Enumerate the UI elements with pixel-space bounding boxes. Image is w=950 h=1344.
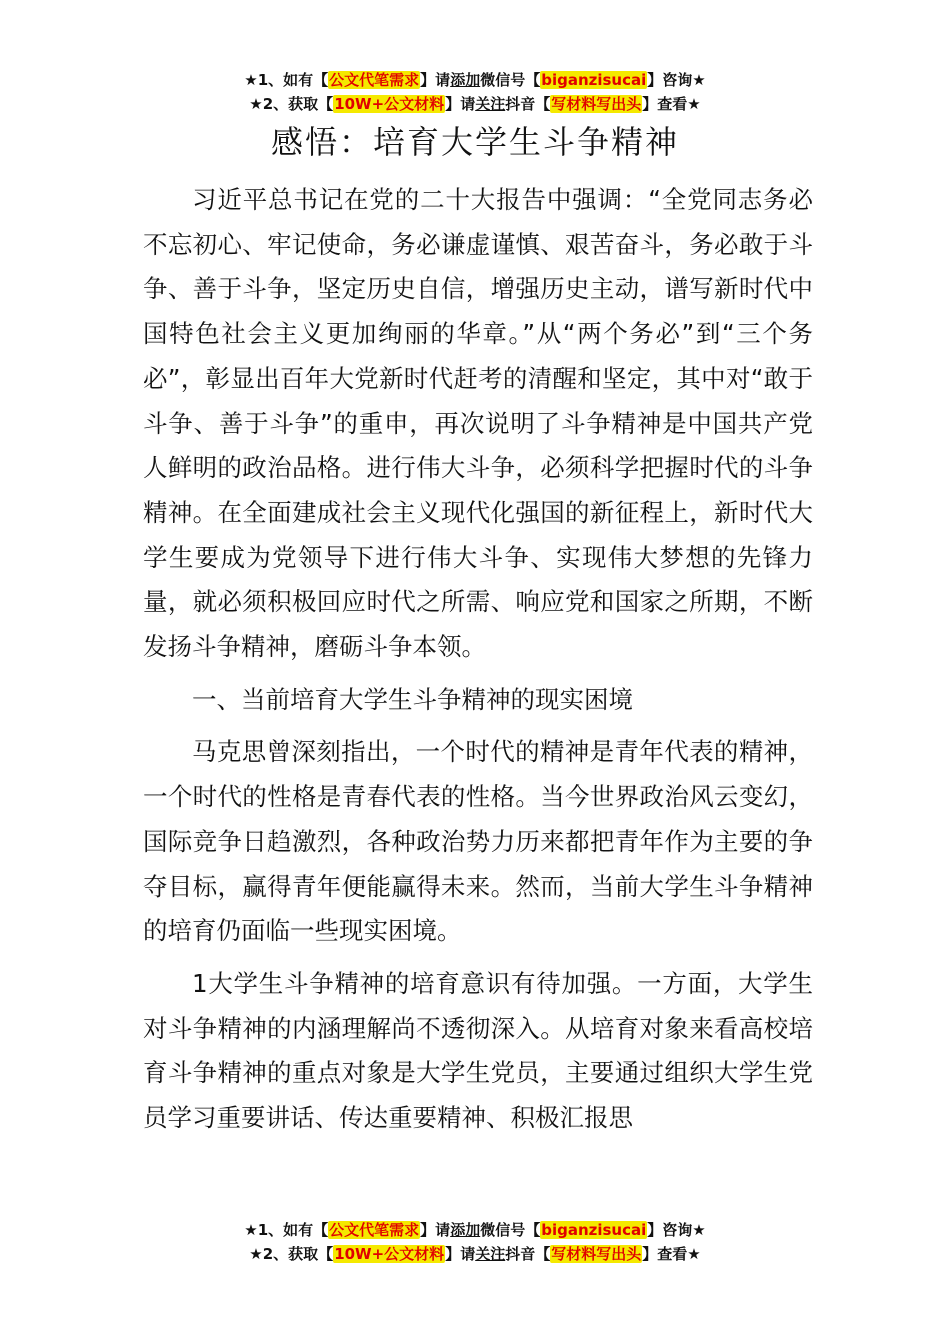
promo-line-1 (0, 68, 950, 92)
promo-text: ★1、如有【 (244, 1221, 329, 1239)
promo-text: ★1、如有【 (244, 71, 329, 89)
paragraph-section-1: 马克思曾深刻指出，一个时代的精神是青年代表的精神，一个时代的性格是青春代表的性格。当今世界政治风云变幻，国际竞争日趋激烈，各种政治势力历来都把青年作为主要的争夺目标，赢得青年便能赢得未来。然而，当前大学生斗争精神的培育仍面临一些现实困境。 (143, 737, 813, 946)
promo-banner-top (0, 68, 950, 116)
promo-underline: 关注 (475, 95, 506, 113)
promo-text: 】咨询★ (647, 1221, 706, 1239)
promo-line-2 (0, 1242, 950, 1266)
promo-underline: 添加 (450, 1221, 481, 1239)
highlight-materials: 10W+公文材料 (334, 1245, 445, 1263)
promo-text: 微信号【 (480, 71, 541, 89)
highlight-douyin-account: 写材料写出头 (551, 1245, 642, 1263)
highlight-service: 公文代笔需求 (329, 71, 420, 89)
promo-text: 】请 (445, 95, 476, 113)
promo-underline: 关注 (475, 1245, 506, 1263)
promo-text: 抖音【 (505, 95, 551, 113)
document-title: 感悟：培育大学生斗争精神 (270, 123, 679, 161)
promo-text: 抖音【 (505, 1245, 551, 1263)
promo-text: 】查看★ (642, 1245, 701, 1263)
promo-line-2 (0, 92, 950, 116)
highlight-douyin-account: 写材料写出头 (551, 95, 642, 113)
paragraph-intro: 习近平总书记在党的二十大报告中强调：“全党同志务必不忘初心、牢记使命，务必谦虚谨慎、艰苦奋斗，务必敢于斗争、善于斗争，坚定历史自信，增强历史主动，谱写新时代中国特色社会主义更加绚丽的华章。”从“两个务必”到“三个务必”，彰显出百年大党新时代赶考的清醒和坚定，其中对“敢于斗争、善于斗争”的重申，再次说明了斗争精神是中国共产党人鲜明的政治品格。进行伟大斗争，必须科学把握时代的斗争精神。在全面建成社会主义现代化强国的新征程上，新时代大学生要成为党领导下进行伟大斗争、实现伟大梦想的先锋力量，就必须积极回应时代之所需、响应党和国家之所期，不断发扬斗争精神，磨砺斗争本领。 (143, 185, 813, 662)
promo-line-1 (0, 1218, 950, 1242)
promo-text: ★2、获取【 (249, 1245, 334, 1263)
highlight-wechat-id: biganzisucai (541, 71, 647, 89)
section-heading-1: 一、当前培育大学生斗争精神的现实困境 (192, 684, 633, 714)
promo-banner-bottom (0, 1218, 950, 1266)
promo-text: 】请 (445, 1245, 476, 1263)
promo-text: 】咨询★ (647, 71, 706, 89)
highlight-materials: 10W+公文材料 (334, 95, 445, 113)
promo-underline: 添加 (450, 71, 481, 89)
promo-text: 】请 (420, 1221, 451, 1239)
promo-text: ★2、获取【 (249, 95, 334, 113)
highlight-service: 公文代笔需求 (329, 1221, 420, 1239)
highlight-wechat-id: biganzisucai (541, 1221, 647, 1239)
promo-text: 】请 (420, 71, 451, 89)
promo-text: 微信号【 (480, 1221, 541, 1239)
paragraph-point-1: 1大学生斗争精神的培育意识有待加强。一方面，大学生对斗争精神的内涵理解尚不透彻深入。从培育对象来看高校培育斗争精神的重点对象是大学生党员，主要通过组织大学生党员学习重要讲话、传达重要精神、积极汇报思 (143, 968, 813, 1133)
document-body (143, 178, 813, 1141)
promo-text: 】查看★ (642, 95, 701, 113)
